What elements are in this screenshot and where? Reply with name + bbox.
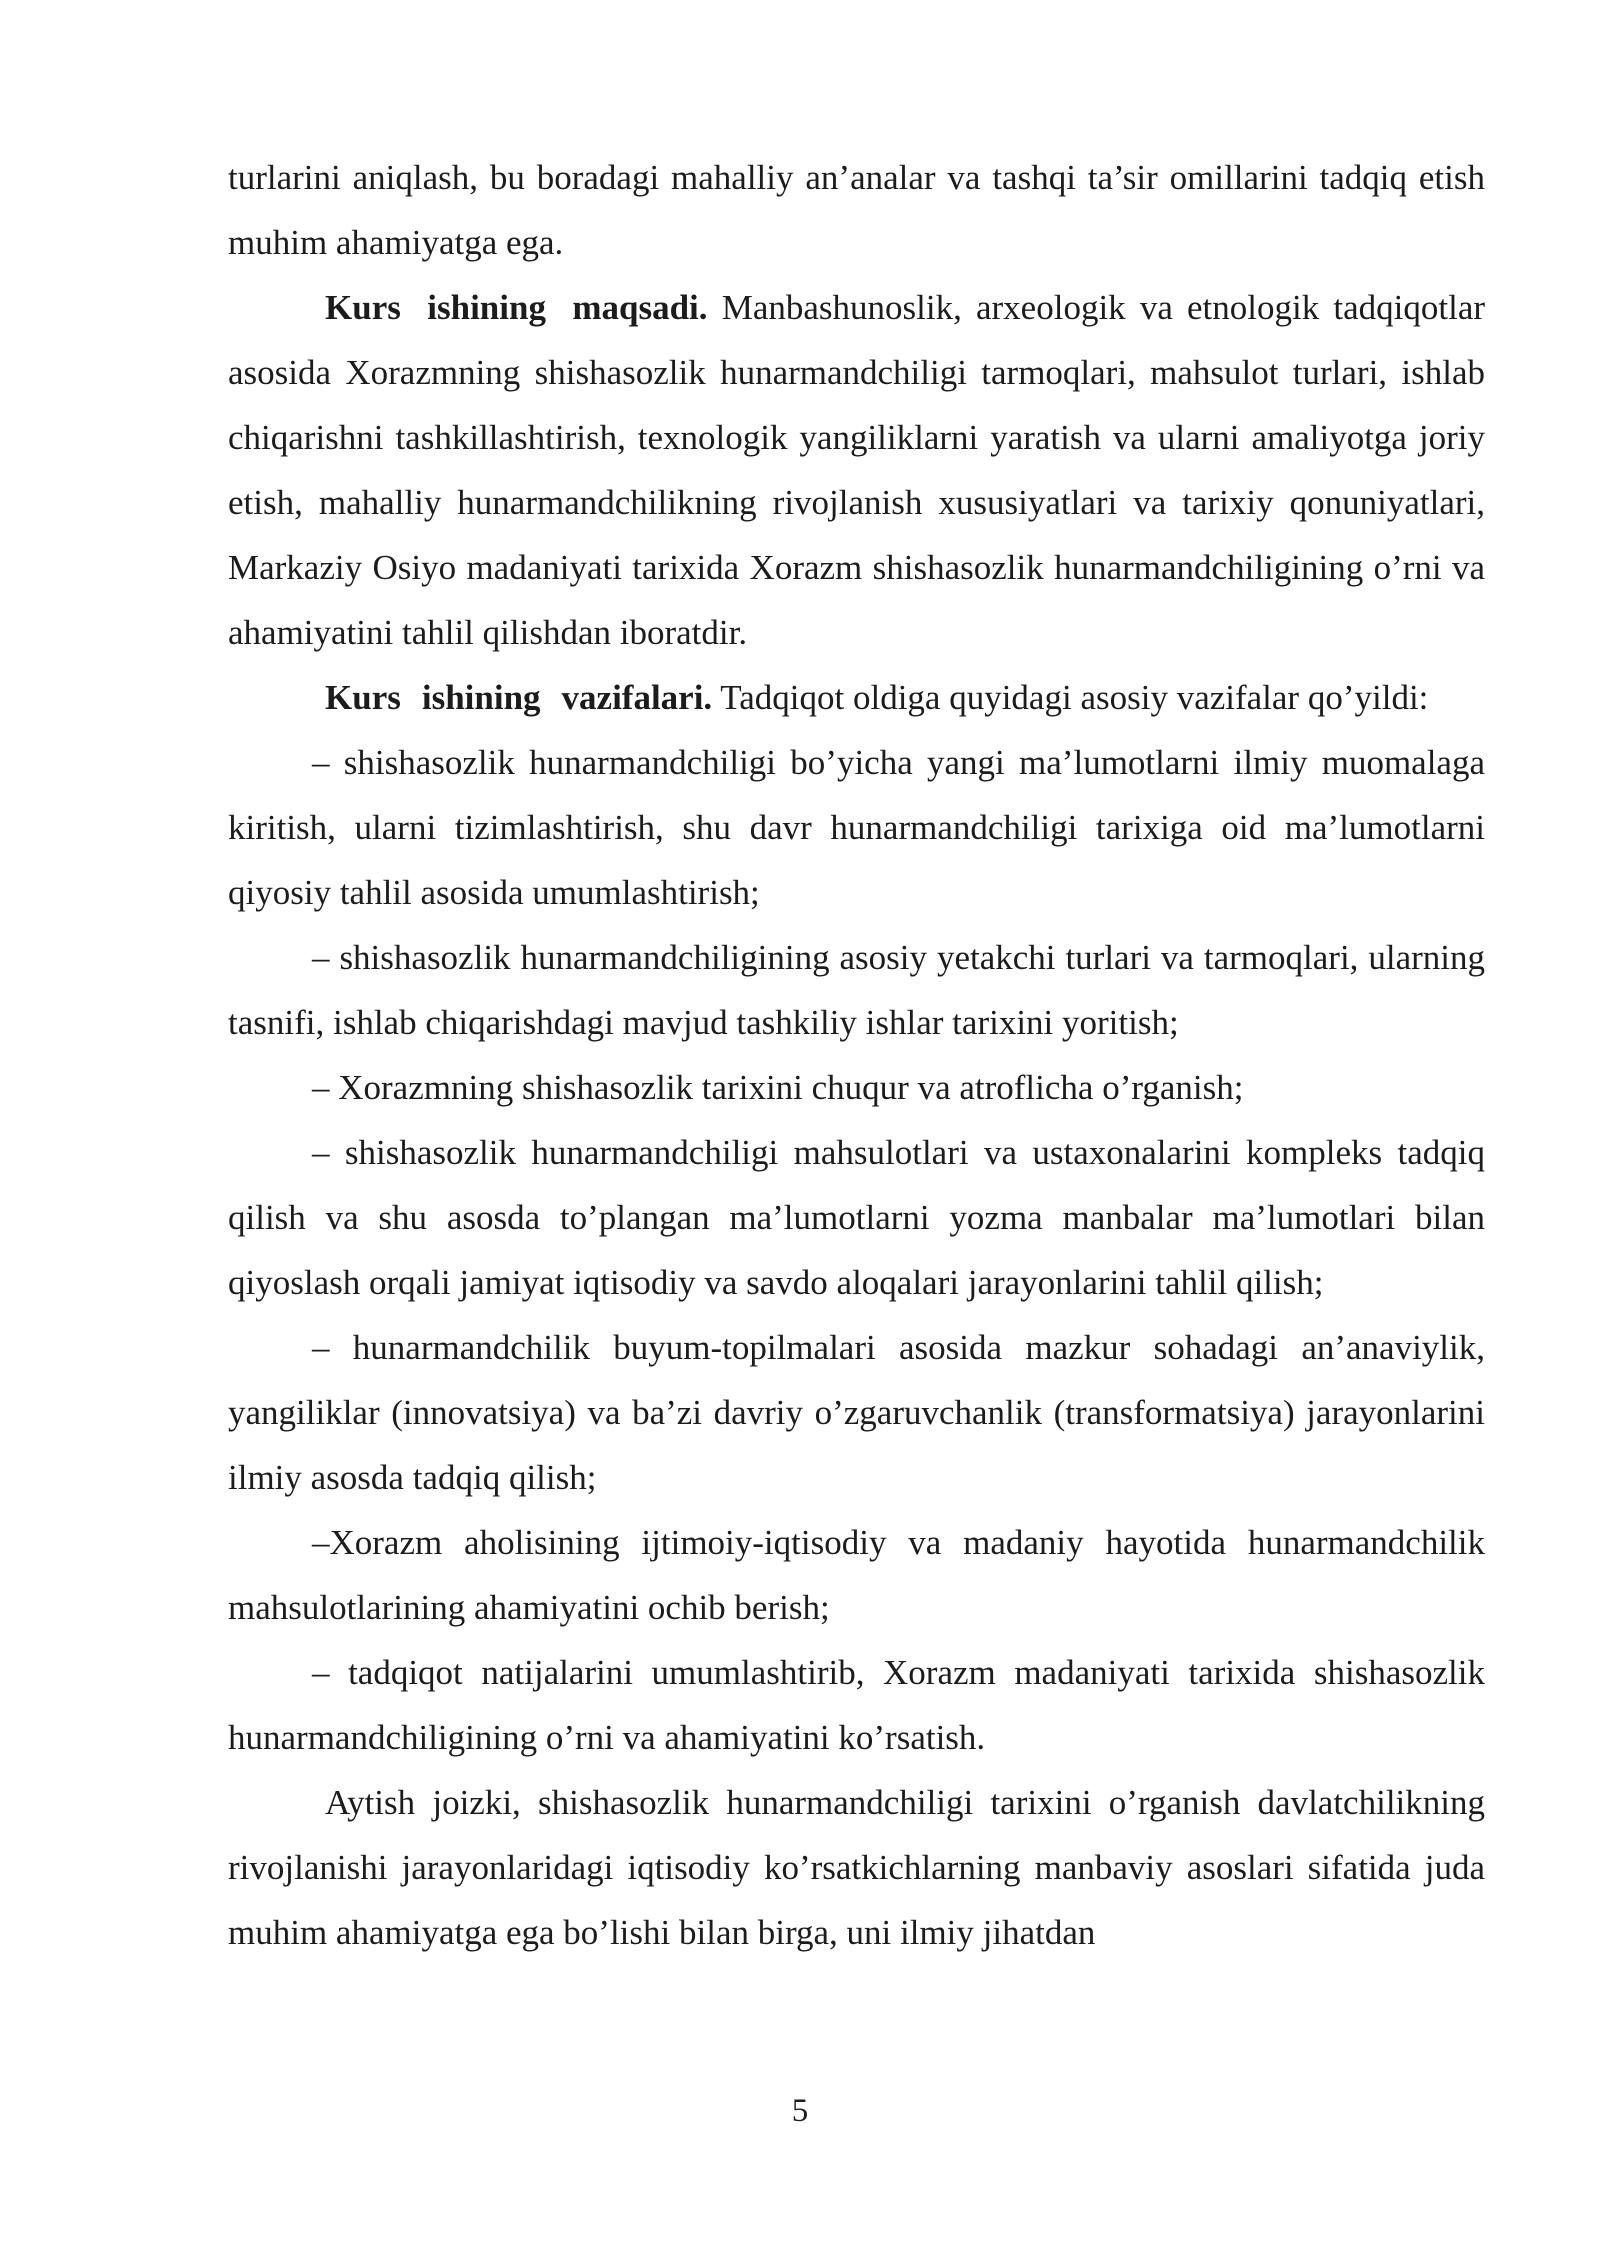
paragraph-tasks (228, 665, 1485, 730)
paragraph-goal (228, 275, 1485, 665)
task-item: – Xorazmning shishasozlik tarixini chuqur va atroflicha o’rganish; (312, 1068, 1244, 1107)
task-item: – hunarmandchilik buyum-topilmalari asosida mazkur sohadagi an’anaviylik, yangiliklar (innovatsiya) va ba’zi davriy o’zgaruvchanlik (transformatsiya) jarayonlarini ilmiy asosda tadqiq qilish; (228, 1328, 1485, 1497)
task-item: – shishasozlik hunarmandchiligining asosiy yetakchi turlari va tarmoqlari, ularning tasnifi, ishlab chiqarishdagi mavjud tashkiliy ishlar tarixini yoritish; (228, 938, 1485, 1042)
goal-heading: Kurs ishining maqsadi. (325, 288, 708, 327)
paragraph-closing: Aytish joizki, shishasozlik hunarmandchiligi tarixini o’rganish davlatchilikning rivojlanishi jarayonlaridagi iqtisodiy ko’rsatkichlarning manbaviy asoslari sifatida juda muhim ahamiyatga ega bo’lishi bilan birga, uni ilmiy jihatdan (228, 1783, 1485, 1952)
document-body (228, 145, 1485, 1965)
page-number: 5 (791, 2093, 809, 2129)
task-item: –Xorazm aholisining ijtimoiy-iqtisodiy va madaniy hayotida hunarmandchilik mahsulotlarining ahamiyatini ochib berish; (228, 1523, 1485, 1627)
goal-text: Manbashunoslik, arxeologik va etnologik tadqiqotlar asosida Xorazmning shishasozlik hunarmandchiligi tarmoqlari, mahsulot turlari, ishlab chiqarishni tashkillashtirish, texnologik yangiliklarni yaratish va ularni amaliyotga joriy etish, mahalliy hunarmandchilikning rivojlanish xususiyatlari va tarixiy qonuniyatlari, Markaziy Osiyo madaniyati tarixida Xorazm shishasozlik hunarmandchiligining o’rni va ahamiyatini tahlil qilishdan iboratdir. (228, 288, 1486, 652)
task-item: – shishasozlik hunarmandchiligi mahsulotlari va ustaxonalarini kompleks tadqiq qilish va shu asosda to’plangan ma’lumotlarni yozma manbalar ma’lumotlari bilan qiyoslash orqali jamiyat iqtisodiy va savdo aloqalari jarayonlarini tahlil qilish; (228, 1133, 1485, 1302)
task-item: – shishasozlik hunarmandchiligi bo’yicha yangi ma’lumotlarni ilmiy muomalaga kiritish, ularni tizimlashtirish, shu davr hunarmandchiligi tarixiga oid ma’lumotlarni qiyosiy tahlil asosida umumlashtirish; (228, 743, 1485, 912)
paragraph-intro-continuation: turlarini aniqlash, bu boradagi mahalliy an’analar va tashqi ta’sir omillarini tadqiq etish muhim ahamiyatga ega. (228, 158, 1485, 262)
tasks-text: Tadqiqot oldiga quyidagi asosiy vazifalar qo’yildi: (712, 678, 1429, 717)
task-item: – tadqiqot natijalarini umumlashtirib, Xorazm madaniyati tarixida shishasozlik hunarmandchiligining o’rni va ahamiyatini ko’rsatish. (228, 1653, 1485, 1757)
tasks-heading: Kurs ishining vazifalari. (325, 678, 713, 717)
